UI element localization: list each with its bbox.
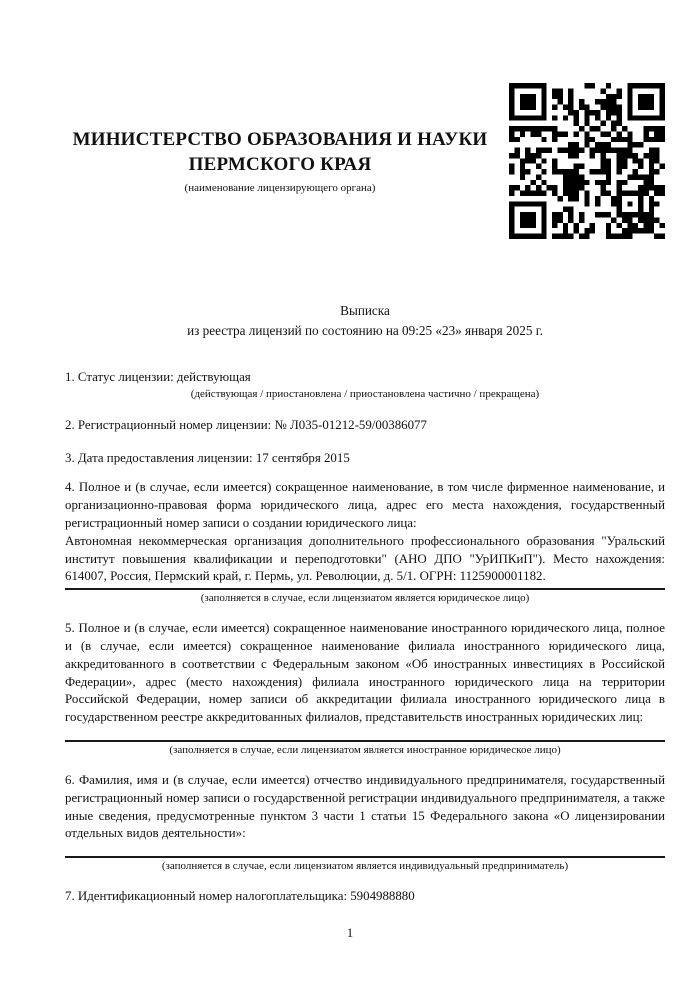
section-4-caption: (заполняется в случае, если лицензиатом является юридическое лицо) xyxy=(200,592,530,605)
section-3-grant-date: 3. Дата предоставления лицензии: 17 сентября 2015 xyxy=(65,450,350,465)
section-4-text: 4. Полное и (в случае, если имеется) сокращенное наименование, в том числе фирменное наименование, и организационно-правовая форма юридического лица, адрес его места нахождения, государственный регистрационный номер записи о создании юридического лица: xyxy=(65,480,665,530)
section-6-caption: (заполняется в случае, если лицензиатом является индивидуальный предприниматель) xyxy=(161,860,569,873)
qr-code xyxy=(509,83,665,241)
fill-in-line xyxy=(65,740,665,742)
ministry-name xyxy=(65,127,495,177)
ministry-name-line1: МИНИСТЕРСТВО ОБРАЗОВАНИЯ И НАУКИ xyxy=(72,129,488,150)
section-4-legal-entity xyxy=(65,479,665,605)
section-7-taxpayer-number: 7. Идентификационный номер налогоплательщика: 5904988880 xyxy=(65,889,415,904)
section-6-individual-entrepreneur xyxy=(65,772,665,873)
section-5-text: 5. Полное и (в случае, если имеется) сокращенное наименование иностранного юридического лица, полное и (в случае, если имеется) сокращенное наименование филиала иностранного юридического лица, аккредитованного в соответствии с Федеральным законом «Об иностранных инвестициях в Российской Федерации», адрес (место нахождения) филиала иностранного юридического лица на территории Российской Федерации, номер записи об аккредитации филиала иностранного юридического лица в государственном реестре аккредитованных филиалов, представительств иностранных юридических лиц: xyxy=(65,621,665,725)
document-title-line1: Выписка xyxy=(340,303,390,318)
document-header xyxy=(65,81,665,241)
ministry-name-line2: ПЕРМСКОГО КРАЯ xyxy=(188,154,372,175)
section-1-text: 1. Статус лицензии: действующая xyxy=(65,370,251,384)
document-title-line2: из реестра лицензий по состоянию на 09:25 «23» января 2025 г. xyxy=(187,323,543,338)
section-1-license-status xyxy=(65,369,665,401)
document-title xyxy=(65,301,665,341)
section-5-caption: (заполняется в случае, если лицензиатом является иностранное юридическое лицо) xyxy=(169,743,561,756)
licensing-authority-block xyxy=(65,81,509,195)
section-1-caption: (действующая / приостановлена / приостановлена частично / прекращена) xyxy=(190,387,540,400)
section-2-registration-number: 2. Регистрационный номер лицензии: № Л035-01212-59/00386077 xyxy=(65,417,427,432)
ministry-caption: (наименование лицензирующего органа) xyxy=(184,182,376,194)
document-body xyxy=(65,369,665,906)
qr-code-image xyxy=(509,83,665,239)
section-4-value: Автономная некоммерческая организация дополнительного профессионального образования "Уральский институт повышения квалификации и переподготовки" (АНО ДПО "УрИПКиП"). Место нахождения: 614007, Россия, Пермский край, г. Пермь, ул. Революции, д. 5/1. ОГРН: 1125900001182. xyxy=(65,533,665,584)
page-number: 1 xyxy=(346,926,354,940)
section-6-text: 6. Фамилия, имя и (в случае, если имеется) отчество индивидуального предпринимателя, государственный регистрационный номер записи о государственной регистрации индивидуального предпринимателя, а также иные сведения, предусмотренные пунктом 3 части 1 статьи 15 Федерального закона «О лицензировании отдельных видов деятельности»: xyxy=(65,772,665,841)
fill-in-line xyxy=(65,588,665,590)
section-5-foreign-entity xyxy=(65,620,665,757)
fill-in-line xyxy=(65,856,665,858)
